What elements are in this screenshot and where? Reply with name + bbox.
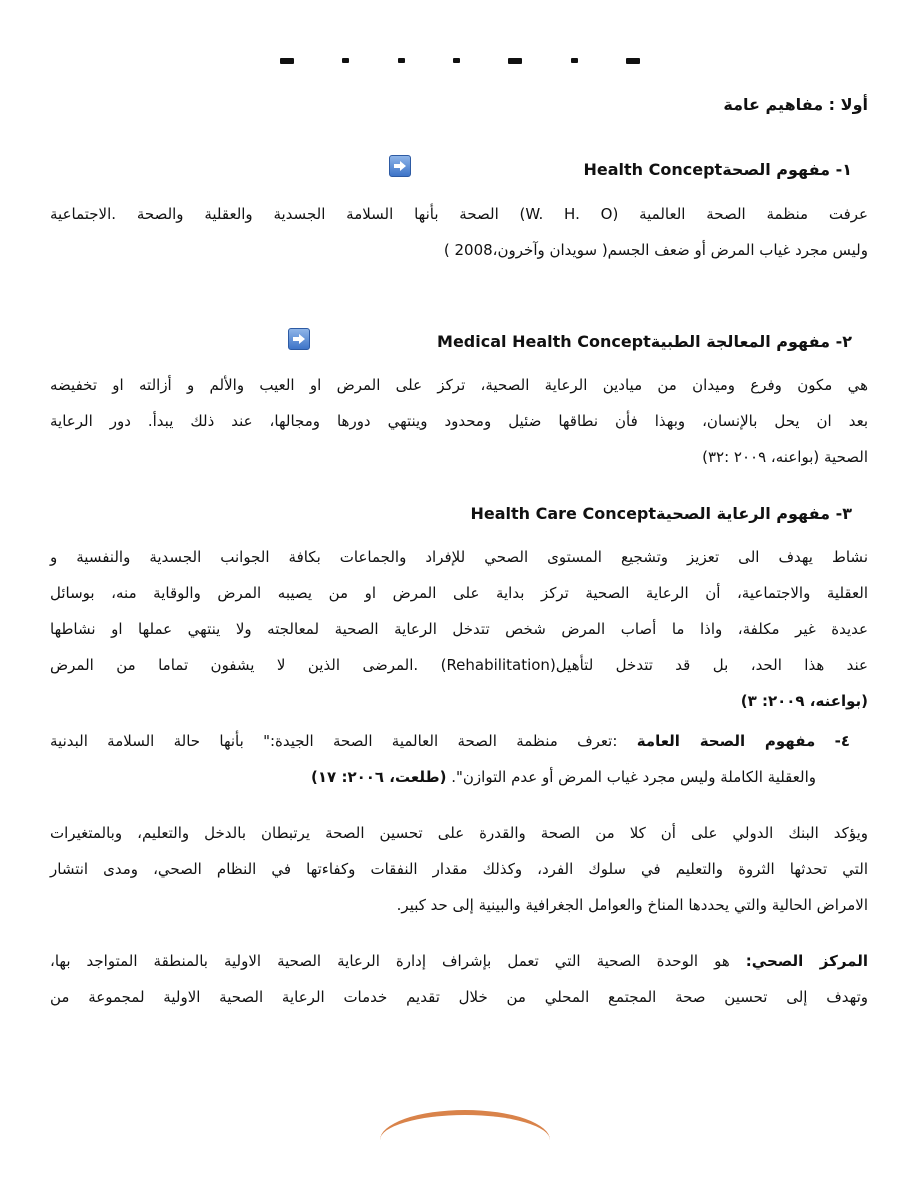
public-health-definition: :تعرف منظمة الصحة العالمية الصحة الجيدة:" بأنها حالة السلامة البدنية — [50, 732, 637, 750]
health-care-line-1: نشاط يهدف الى تعزيز وتشجيع المستوى الصحي للإفراد والجماعات بكافة الجوانب الجسدية والنفسية و — [50, 548, 868, 566]
health-center-line-2: وتهدف إلى تحسين صحة المجتمع المحلي من خلال تقديم خدمات الرعاية الصحية الاولية لمجموعة من — [50, 988, 868, 1006]
heading-label-en: Health Care Concept — [470, 504, 657, 523]
heading-label-ar: مفهوم الصحة — [722, 160, 831, 179]
right-arrow-icon[interactable] — [288, 328, 310, 350]
world-bank-line-1: ويؤكد البنك الدولي على أن كلا من الصحة والقدرة على تحسين الصحة يرتبطان بالدخل والتعليم، وبالمتغيرات — [50, 824, 868, 842]
world-bank-line-2: التي تحدثها الثروة والتعليم في سلوك الفرد، وكذلك مقدار النفقات وكفاءتها في النظام الصحي، ومدى انتشار — [50, 860, 868, 878]
public-health-line-1 — [50, 730, 850, 752]
heading-number: ٤- — [834, 732, 850, 750]
decorative-arc — [380, 1110, 550, 1140]
medical-concept-line-2: بعد ان يحل بالإنسان، وبهذا فأن نطاقها ضئيل ومحدود وينتهي دورها ومجالها، عند ذلك يبدأ. دور الرعاية — [50, 412, 868, 430]
health-care-citation: (بواعنه، ٢٠٠٩: ٣) — [740, 692, 868, 710]
health-center-definition: هو الوحدة الصحية التي تعمل بإشراف إدارة الرعاية الصحية الاولية بالمنطقة المتواجد بها، — [50, 952, 746, 970]
health-concept-line-2: وليس مجرد غياب المرض أو ضعف الجسم( سويدان وآخرون،2008 ) — [443, 241, 868, 259]
health-center-line-1 — [50, 950, 868, 972]
health-care-line-3: عديدة غير مكلفة، واذا ما أصاب المرض شخص تتدخل الرعاية الصحية لمعالجته ولا ينتهي عملها او نشاطها — [50, 620, 868, 638]
heading-label-ar: مفهوم الرعاية الصحية — [656, 504, 831, 523]
heading-health-care-concept — [470, 503, 852, 525]
heading-medical-health-concept — [437, 331, 852, 353]
heading-label-ar: مفهوم الصحة العامة — [636, 732, 816, 750]
medical-concept-line-1: هي مكون وفرع وميدان من ميادين الرعاية الصحية، تركز على المرض او العيب والألم و أزالته او تخفيضه — [50, 376, 868, 394]
right-arrow-icon[interactable] — [389, 155, 411, 177]
health-care-line-2: العقلية والاجتماعية، أن الرعاية الصحية تركز بداية على المرض او من يصيبه المرض والوقاية منه، بوسائل — [50, 584, 868, 602]
heading-label-en: Medical Health Concept — [437, 332, 651, 351]
medical-concept-line-3: الصحية (بواعنه، ٢٠٠٩ :٣٢) — [702, 448, 868, 466]
health-concept-line-1: عرفت منظمة الصحة العالمية (W. H. O) الصحة بأنها السلامة الجسدية والعقلية والصحة .الاجتماعية — [50, 205, 868, 223]
public-health-definition-cont: والعقلية الكاملة وليس مجرد غياب المرض أو عدم التوازن". — [446, 768, 816, 786]
heading-label-ar: مفهوم المعالجة الطبية — [650, 332, 831, 351]
heading-health-concept — [584, 159, 853, 181]
public-health-citation: (طلعت، ٢٠٠٦: ١٧) — [311, 768, 447, 786]
section-title: أولا : مفاهيم عامة — [723, 95, 868, 114]
public-health-line-2 — [311, 766, 816, 788]
heading-label-en: Health Concept — [583, 160, 723, 179]
world-bank-line-3: الامراض الحالية والتي يحددها المناخ والعوامل الجغرافية والبينية إلى حد كبير. — [396, 896, 868, 914]
heading-number: ٢- — [835, 332, 852, 351]
health-center-term: المركز الصحي: — [745, 952, 868, 970]
cutoff-top-line — [280, 48, 640, 70]
health-care-line-4: عند هذا الحد، بل قد تتدخل لتأهيل(Rehabilitation) .المرضى الذين لا يشفون تماما من المرض — [50, 656, 868, 674]
heading-number: ١- — [835, 160, 852, 179]
heading-number: ٣- — [835, 504, 852, 523]
